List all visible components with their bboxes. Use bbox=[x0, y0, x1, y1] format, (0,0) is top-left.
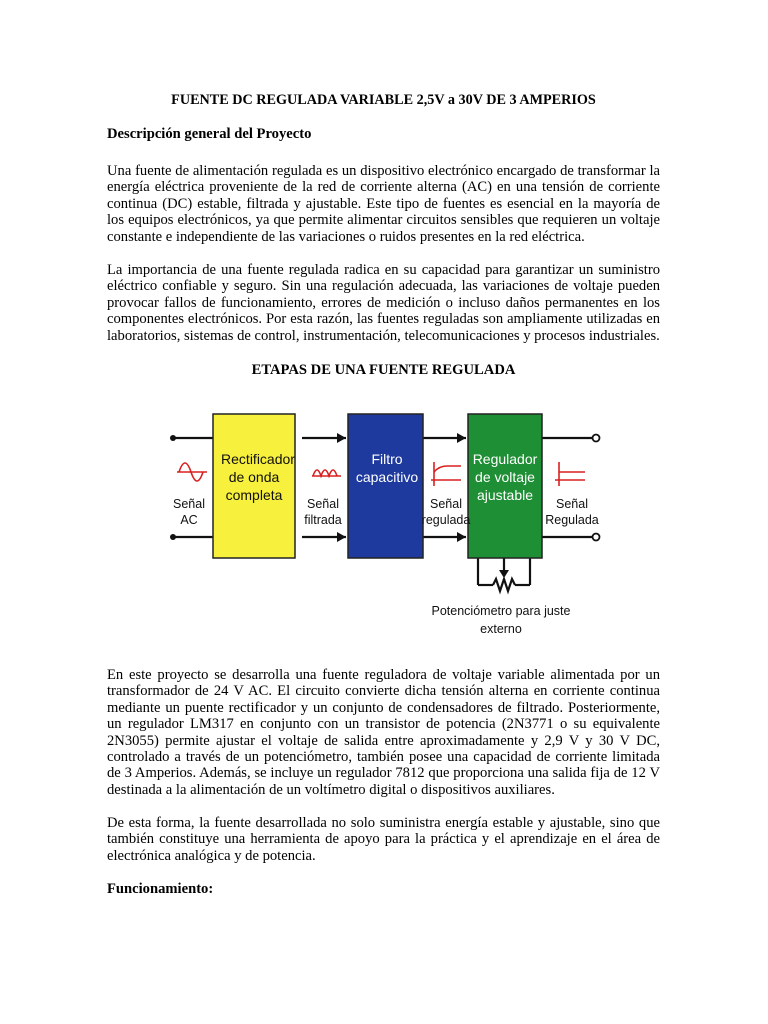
signal-regulated-line2: regulada bbox=[421, 513, 471, 527]
regulator-label-line2: de voltaje bbox=[475, 469, 535, 485]
signal-ac-line2: AC bbox=[180, 513, 198, 527]
signal-filtered-line1: Señal bbox=[307, 497, 339, 511]
document-title: FUENTE DC REGULADA VARIABLE 2,5V a 30V DE 3 AMPERIOS bbox=[171, 92, 596, 108]
rectifier-label-line2: de onda bbox=[228, 469, 280, 485]
rectifier-block bbox=[213, 414, 295, 558]
paragraph-project-2: De esta forma, la fuente desarrollada no solo suministra energía estable y ajustable, sino que también constituye una herramienta de apoyo para la práctica y el aprendizaje en el área de electrónica analógica y de potencia. bbox=[107, 815, 660, 864]
power-supply-block-diagram bbox=[165, 402, 605, 642]
filter-label-line1: Filtro bbox=[371, 451, 403, 467]
regulator-label-line3: ajustable bbox=[476, 487, 534, 503]
rectifier-label-line1: Rectificador bbox=[221, 451, 295, 467]
paragraph-project-1: En este proyecto se desarrolla una fuente reguladora de voltaje variable alimentada por un transformador de 24 V AC. El circuito convierte dicha tensión alterna en corriente continua mediante un puente rectificador y un conjunto de condensadores de filtrado. Posteriormente, un regulador LM317 en conjunto con un transistor de potencia (2N3771 o su equivalente 2N3055) permite ajustar el voltaje de salida entre aproximadamente y 2,9 V y 30 V DC, controlado a través de un potenciómetro, también posee una capacidad de corriente limitada de 3 Amperios. Además, se incluye un regulador 7812 que proporciona una salida fija de 12 V destinada a la alimentación de un voltímetro digital o dispositivos auxiliares. bbox=[107, 667, 660, 798]
potentiometer-label-line2: externo bbox=[480, 622, 522, 636]
rectified-wave-icon bbox=[312, 470, 341, 476]
filter-block bbox=[348, 414, 423, 558]
signal-ac-line1: Señal bbox=[173, 497, 205, 511]
paragraph-intro-2: La importancia de una fuente regulada radica en su capacidad para garantizar un suministro eléctrico confiable y seguro. Sin una regulación adecuada, las variaciones de voltaje pueden provocar fallos de funcionamiento, errores de medición o incluso daños permanentes en los componentes electrónicos. Por esta razón, las fuentes reguladas son ampliamente utilizadas en laboratorios, sistemas de control, instrumentación, telecomunicaciones y procesos industriales. bbox=[107, 262, 660, 344]
signal-output-line2: Regulada bbox=[545, 513, 599, 527]
ac-wave-icon bbox=[177, 463, 207, 481]
filtered-wave-icon bbox=[431, 462, 461, 486]
section-heading-operation: Funcionamiento: bbox=[107, 881, 214, 897]
rectifier-label-line3: completa bbox=[225, 487, 283, 503]
section-heading-description: Descripción general del Proyecto bbox=[107, 126, 312, 142]
section-heading-stages: ETAPAS DE UNA FUENTE REGULADA bbox=[251, 362, 516, 378]
regulated-wave-icon bbox=[555, 462, 585, 486]
signal-regulated-line1: Señal bbox=[430, 497, 462, 511]
paragraph-intro-1: Una fuente de alimentación regulada es un dispositivo electrónico encargado de transformar la energía eléctrica proveniente de la red de corriente alterna (AC) en una tensión de corriente continua (DC) estable, filtrada y ajustable. Este tipo de fuentes es esencial en la mayoría de los equipos electrónicos, ya que permite alimentar circuitos sensibles que requieren un voltaje constante e independiente de las variaciones o ruidos presentes en la red eléctrica. bbox=[107, 163, 660, 245]
filter-label-line2: capacitivo bbox=[355, 469, 419, 485]
regulator-label-line1: Regulador bbox=[472, 451, 538, 467]
signal-output-line1: Señal bbox=[556, 497, 588, 511]
potentiometer-label-line1: Potenciómetro para juste bbox=[431, 604, 571, 618]
signal-filtered-line2: filtrada bbox=[304, 513, 342, 527]
regulator-block bbox=[468, 414, 542, 558]
